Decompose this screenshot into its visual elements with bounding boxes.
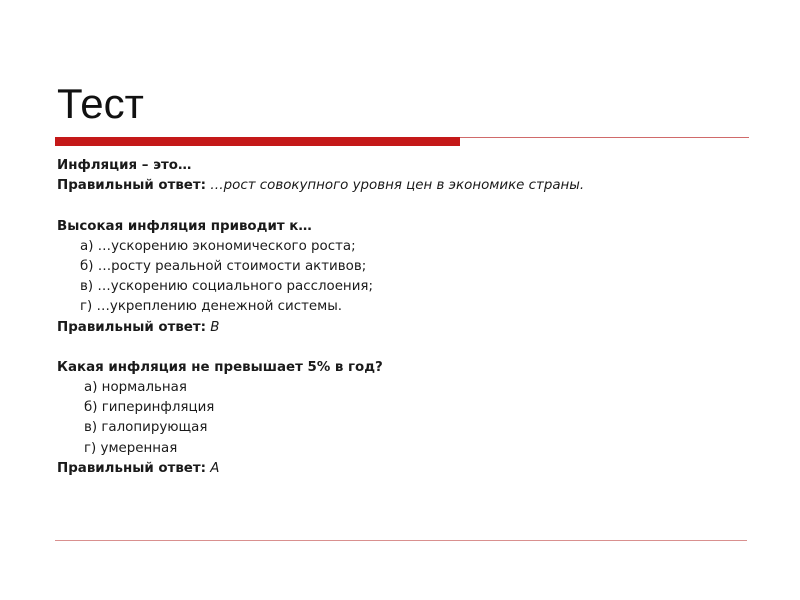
question-2: Высокая инфляция приводит к… xyxy=(57,218,312,234)
question-3-option-a: а) нормальная xyxy=(84,380,187,396)
answer-2-text: В xyxy=(206,319,220,335)
spacer xyxy=(57,196,747,216)
question-3: Какая инфляция не превышает 5% в год? xyxy=(57,359,383,375)
title-underline xyxy=(55,137,749,146)
title-underline-thick xyxy=(55,137,460,146)
slide-title: Тест xyxy=(57,80,144,127)
answer-3-label: Правильный ответ: xyxy=(57,460,206,476)
question-3-option-d: г) умеренная xyxy=(84,440,178,456)
answer-1-text: …рост совокупного уровня цен в экономике страны. xyxy=(206,178,585,194)
question-2-option-b: б) …росту реальной стоимости активов; xyxy=(80,258,367,274)
spacer xyxy=(57,338,747,358)
answer-3 xyxy=(57,459,747,479)
question-2-option-a: а) …ускорению экономического роста; xyxy=(80,238,356,254)
question-3-option-c: в) галопирующая xyxy=(84,420,208,436)
question-1: Инфляция – это… xyxy=(57,158,192,173)
question-2-option-c: в) …ускорению социального расслоения; xyxy=(80,279,373,295)
answer-2 xyxy=(57,318,747,338)
title-underline-thin xyxy=(460,137,749,138)
question-3-option-b: б) гиперинфляция xyxy=(84,400,215,416)
slide-content xyxy=(57,156,747,479)
answer-3-text: А xyxy=(206,460,220,476)
footer-divider xyxy=(55,540,747,541)
answer-1-label: Правильный ответ: xyxy=(57,178,206,194)
question-2-option-d: г) …укреплению денежной системы. xyxy=(80,299,343,315)
answer-1 xyxy=(57,176,747,196)
answer-2-label: Правильный ответ: xyxy=(57,319,206,335)
